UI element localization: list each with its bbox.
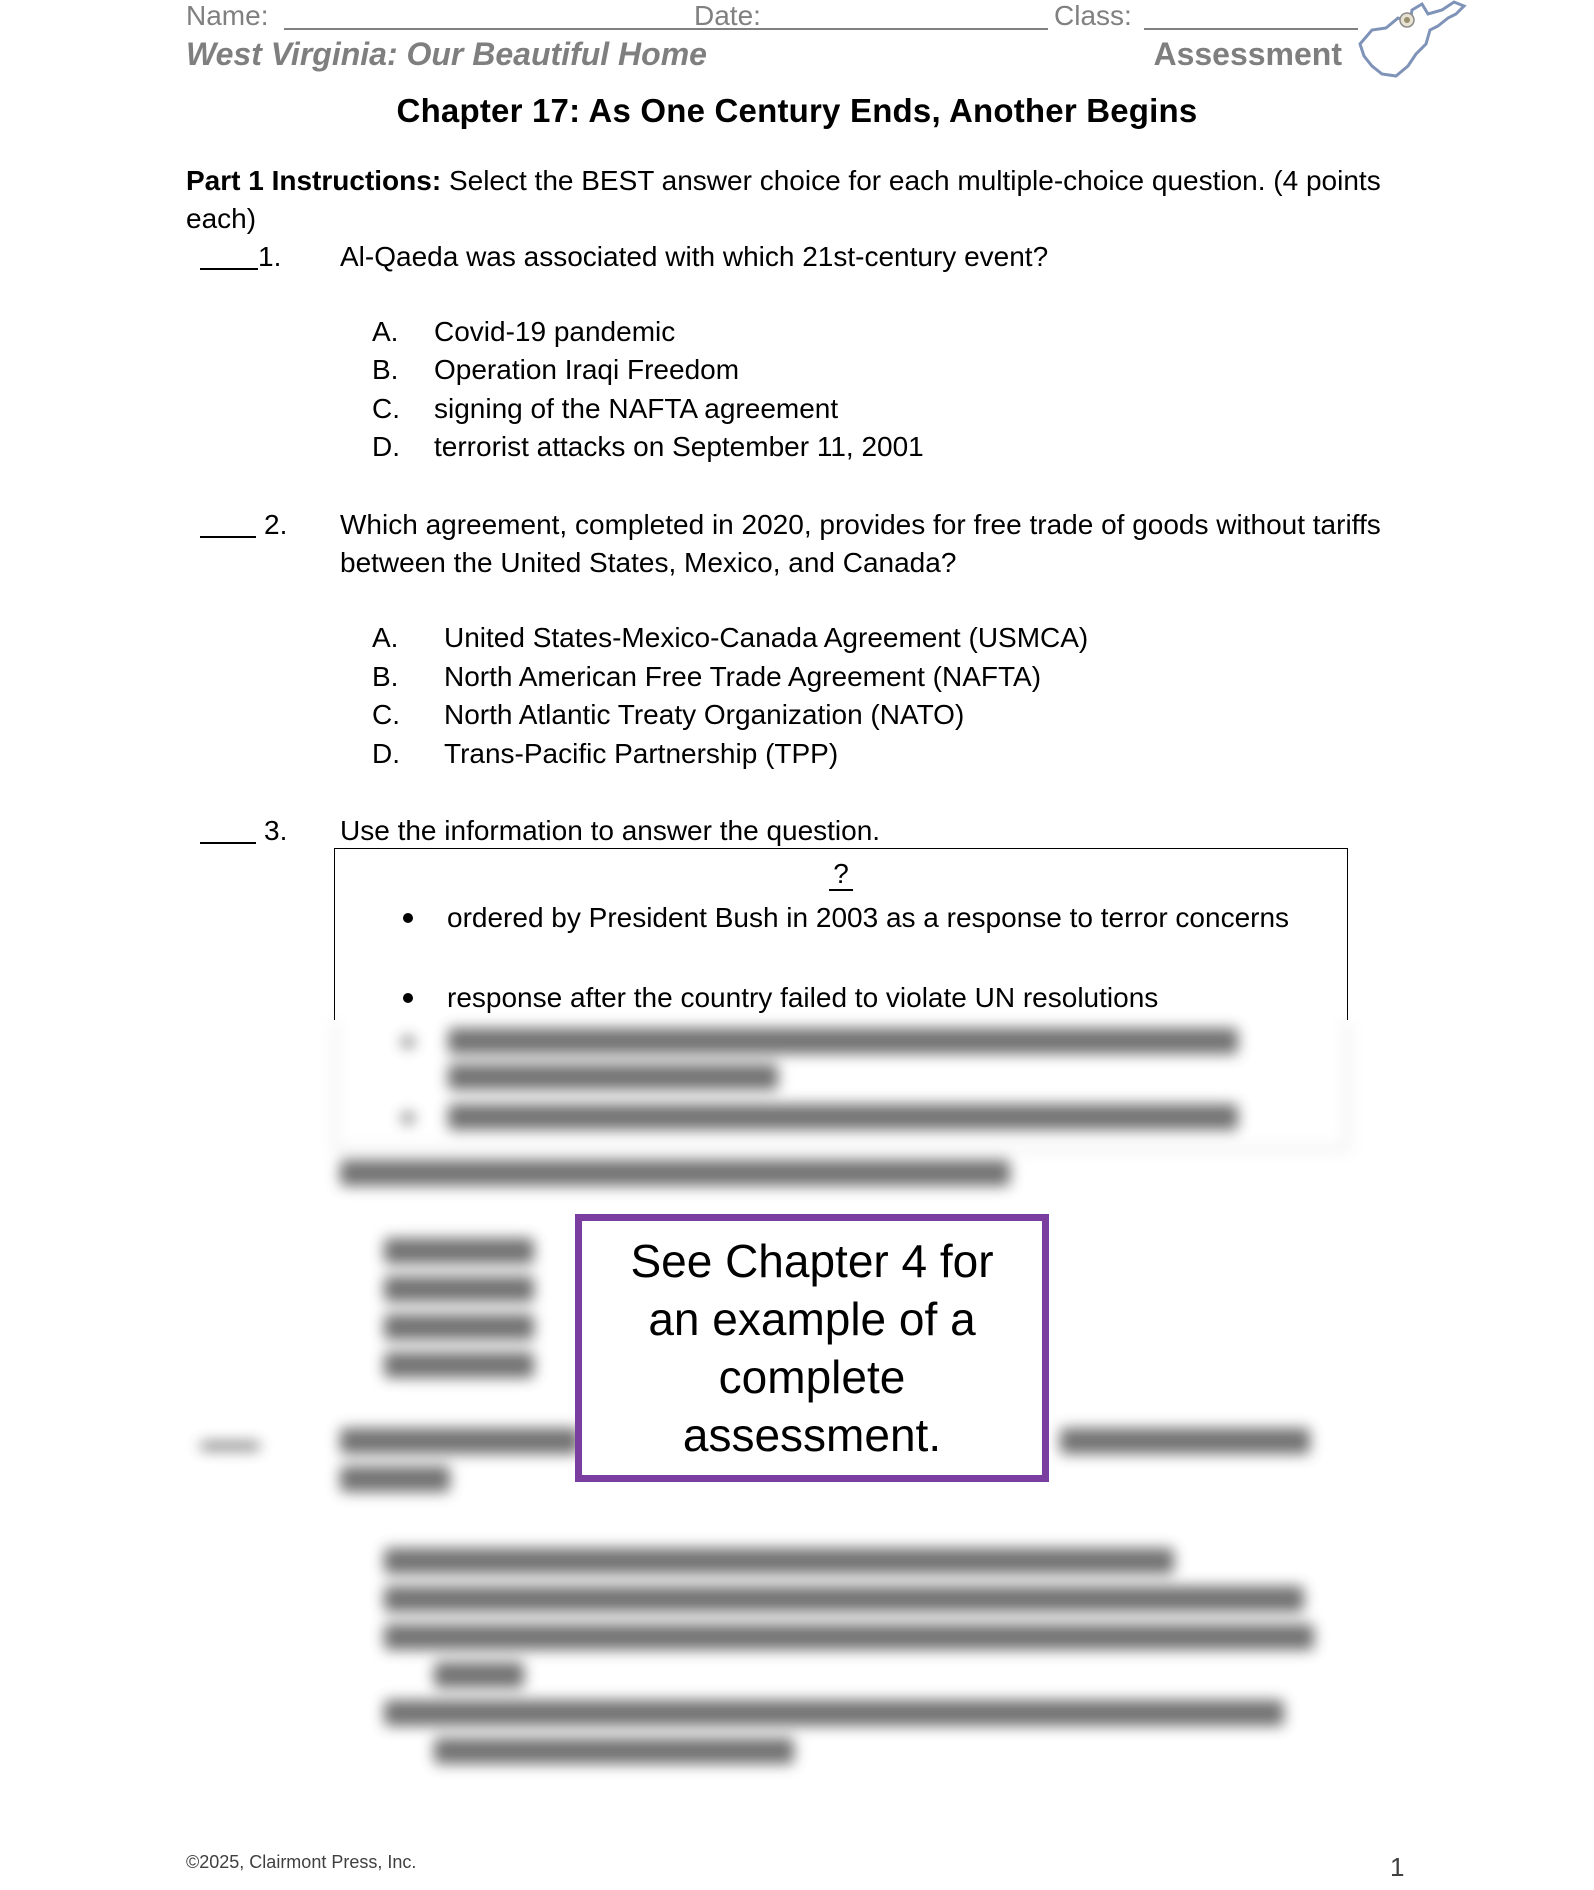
answer-blank-2[interactable]: [200, 536, 256, 538]
choice-letter: A.: [372, 316, 399, 347]
choice-text: Operation Iraqi Freedom: [434, 354, 740, 385]
callout-text: See Chapter 4 for an example of a complete assessment.: [630, 1235, 994, 1461]
choice-letter: C.: [372, 393, 400, 424]
see-chapter-callout: [575, 1214, 1049, 1482]
answer-blank-1[interactable]: [200, 268, 258, 270]
name-label: Name:: [186, 0, 269, 31]
info-box-title: [335, 857, 1347, 891]
question-number-1: 1.: [258, 241, 282, 272]
date-blank: [774, 28, 1048, 30]
answer-blank-3[interactable]: [200, 842, 256, 844]
class-label: Class:: [1054, 0, 1132, 31]
date-label: Date:: [694, 0, 761, 31]
choice-letter: B.: [372, 661, 399, 692]
page-number: 1: [1390, 1852, 1405, 1882]
question-text-2: Which agreement, completed in 2020, provides for free trade of goods without tariffs between the United States, Mexico, and Canada?: [340, 509, 1381, 578]
section-label: Assessment: [1153, 36, 1342, 72]
choice-text: signing of the NAFTA agreement: [434, 393, 839, 424]
copyright-footer: ©2025, Clairmont Press, Inc.: [186, 1852, 417, 1872]
question-number-2: 2.: [264, 509, 288, 540]
student-info-line: [186, 0, 1362, 32]
book-title: West Virginia: Our Beautiful Home: [186, 36, 707, 72]
question-number-3: 3.: [264, 815, 288, 846]
information-box: [334, 848, 1348, 1020]
chapter-title: Chapter 17: As One Century Ends, Another Begins: [396, 92, 1198, 129]
choice-text: United States-Mexico-Canada Agreement (USMCA): [444, 622, 1089, 653]
west-virginia-map-icon: [1352, 0, 1472, 80]
instructions-label: Part 1 Instructions:: [186, 165, 442, 196]
choice-letter: D.: [372, 431, 400, 462]
instructions-text: Select the BEST answer choice for each multiple-choice question. (4 points each): [186, 165, 1381, 234]
part-1-instructions: [186, 162, 1406, 238]
question-text-3: Use the information to answer the question.: [340, 815, 881, 846]
bullet-icon: [402, 1112, 414, 1124]
choice-letter: C.: [372, 699, 400, 730]
choice-letter: D.: [372, 738, 400, 769]
bullet-icon: [403, 913, 413, 923]
choice-text: Covid-19 pandemic: [434, 316, 676, 347]
info-bullet-2: response after the country failed to violate UN resolutions: [447, 982, 1159, 1013]
info-box-title-blank: ?: [829, 859, 853, 891]
class-blank: [1144, 28, 1358, 30]
bullet-icon: [403, 993, 413, 1003]
bullet-icon: [402, 1036, 414, 1048]
info-bullet-1: ordered by President Bush in 2003 as a response to terror concerns: [447, 902, 1290, 933]
choice-letter: B.: [372, 354, 399, 385]
choice-text: Trans-Pacific Partnership (TPP): [444, 738, 839, 769]
choice-letter: A.: [372, 622, 399, 653]
question-text-1: Al-Qaeda was associated with which 21st-century event?: [340, 241, 1049, 272]
choice-text: terrorist attacks on September 11, 2001: [434, 431, 924, 462]
choice-text: North Atlantic Treaty Organization (NATO): [444, 699, 965, 730]
choice-text: North American Free Trade Agreement (NAFTA): [444, 661, 1042, 692]
